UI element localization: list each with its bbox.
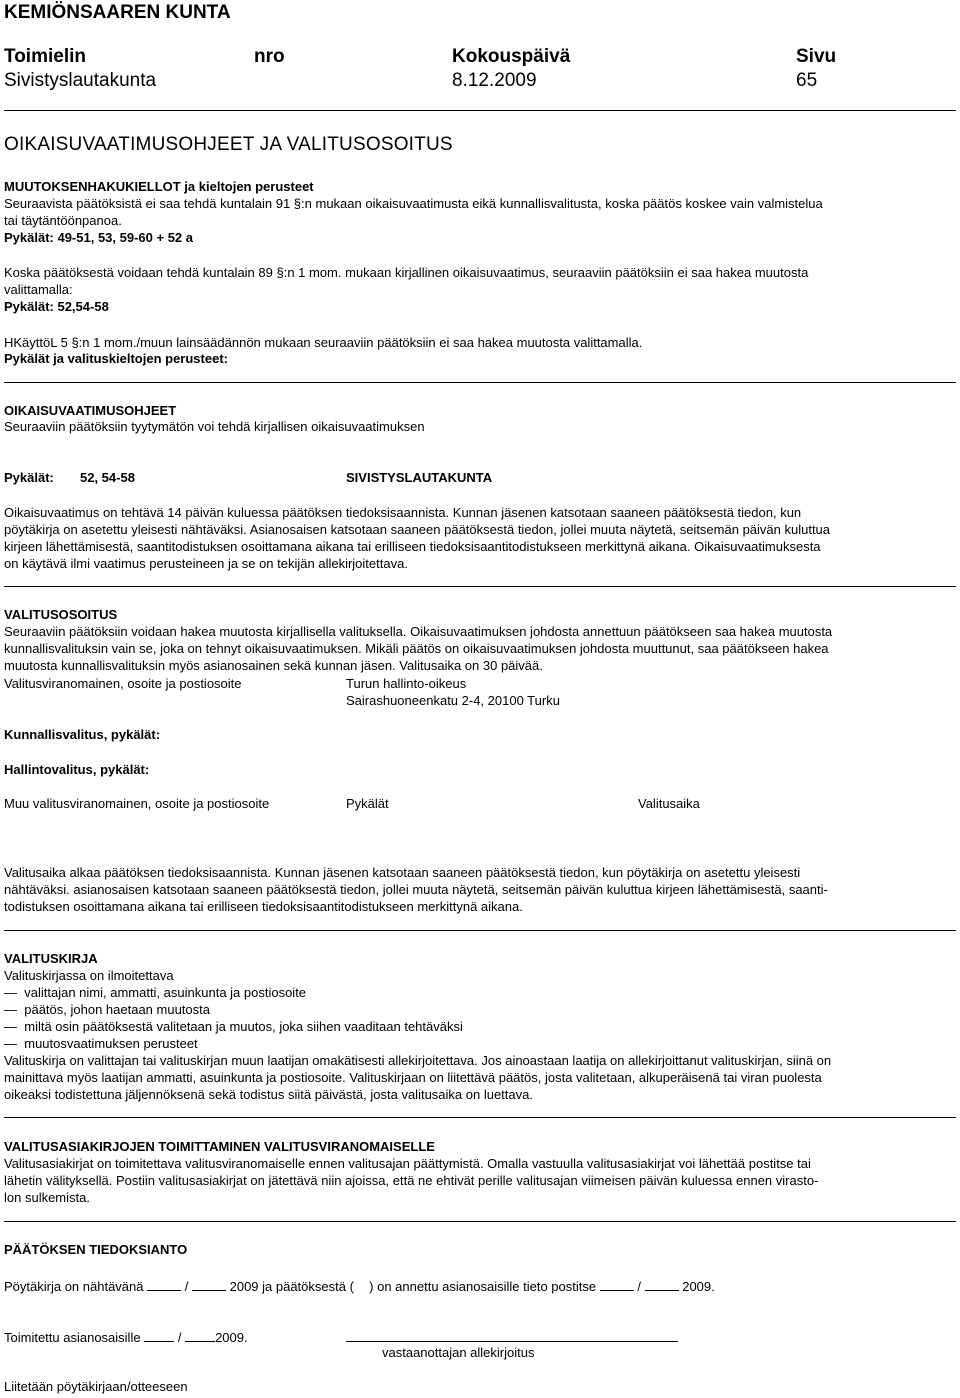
header-date-value: 8.12.2009 <box>452 70 537 91</box>
other-pykalat-label: Pykälät <box>346 796 389 811</box>
paragraph-line: on käytävä ilmi vaatimus perusteineen ja se on tekijän allekirjoitettava. <box>4 556 408 571</box>
pykalat-value: 52, 54-58 <box>80 470 135 485</box>
dash-bullet: — <box>4 1002 25 1017</box>
paragraph-line: Seuraavista päätöksistä ei saa tehdä kuntalain 91 §:n mukaan oikaisuvaatimusta eikä kunnallisvalitusta, koska päätös koskee vain valmistelua <box>4 196 823 211</box>
divider <box>4 930 956 931</box>
paragraph-line: valittamalla: <box>4 282 73 297</box>
signature-label: vastaanottajan allekirjoitus <box>382 1345 535 1360</box>
dash-bullet: — <box>4 1036 25 1051</box>
appeal-authority-address: Sairashuoneenkatu 2-4, 20100 Turku <box>346 693 560 708</box>
list-item: — muutosvaatimuksen perusteet <box>4 1036 198 1051</box>
paragraph-line: lon sulkemista. <box>4 1190 90 1205</box>
list-item: — miltä osin päätöksestä valitetaan ja muutos, joka siihen vaaditaan tehtäväksi <box>4 1019 463 1034</box>
kunnallisvalitus-label: Kunnallisvalitus, pykälät: <box>4 727 161 742</box>
section-heading-valitusosoitus: VALITUSOSOITUS <box>4 607 118 622</box>
pykalat-line: Pykälät: 49-51, 53, 59-60 + 52 a <box>4 230 193 245</box>
paragraph-line: Seuraaviin päätöksiin voidaan hakea muutosta kirjallisella valituksella. Oikaisuvaatimuksen johdosta annettuun päätökseen saa hakea muutosta <box>4 624 833 639</box>
day-blank[interactable] <box>600 1276 634 1291</box>
divider <box>4 110 956 111</box>
paragraph-line: mainittava myös laatijan ammatti, asuinkunta ja postiosoite. Valituskirjaan on liitettävä päätös, josta valitetaan, alkuperäisenä tai viran puolesta <box>4 1070 822 1085</box>
paragraph-line: tai täytäntöönpanoa. <box>4 213 122 228</box>
paragraph-line: Oikaisuvaatimus on tehtävä 14 päivän kuluessa päätöksen tiedoksisaannista. Kunnan jäsenen katsotaan saaneen päätöksestä tiedon, kun <box>4 505 802 520</box>
paragraph-line: pöytäkirja on asetettu yleisesti nähtäväksi. Asianosaisen katsotaan saaneen päätöksestä tiedon, jollei muuta näytetä, seitsemän päivän kuluttua <box>4 522 831 537</box>
notice-line: Pöytäkirja on nähtävänä / 2009 ja päätöksestä ( ) on annettu asianosaisille tieto postitse / 2009. <box>4 1276 954 1295</box>
sent-line: Toimitettu asianosaisille / 2009. <box>4 1327 248 1346</box>
paragraph-line: Valituskirjassa on ilmoitettava <box>4 968 174 983</box>
hallintovalitus-label: Hallintovalitus, pykälät: <box>4 762 150 777</box>
month-blank[interactable] <box>192 1276 226 1291</box>
section-heading-oikaisuvaatimus: OIKAISUVAATIMUSOHJEET <box>4 403 177 418</box>
footer-note: Liitetään pöytäkirjaan/otteeseen <box>4 1379 188 1394</box>
appeal-authority-name: Turun hallinto-oikeus <box>346 676 467 691</box>
header-body-label: Toimielin <box>4 46 86 67</box>
list-item: — päätös, johon haetaan muutosta <box>4 1002 210 1017</box>
month-blank[interactable] <box>185 1327 215 1342</box>
pykalat-line: Pykälät: 52,54-58 <box>4 299 109 314</box>
divider <box>4 382 956 383</box>
header-body-value: Sivistyslautakunta <box>4 70 157 91</box>
paragraph-line: oikeaksi todistettuna jäljennöksenä sekä todistus siitä päivästä, josta valitusaika on luettava. <box>4 1087 533 1102</box>
signature-line[interactable] <box>346 1341 678 1342</box>
paragraph-line: Seuraaviin päätöksiin tyytymätön voi tehdä kirjallisen oikaisuvaatimuksen <box>4 419 425 434</box>
pykalat-line: Pykälät ja valituskieltojen perusteet: <box>4 351 228 366</box>
header-page-label: Sivu <box>796 46 837 67</box>
divider <box>4 586 956 587</box>
day-blank[interactable] <box>147 1276 181 1291</box>
paragraph-line: Valitusasiakirjat on toimitettava valitusviranomaiselle ennen valitusajan päättymistä. Omalla vastuulla valitusasiakirjat voi lähettää postitse tai <box>4 1156 811 1171</box>
dash-bullet: — <box>4 1019 25 1034</box>
divider <box>4 1117 956 1118</box>
paragraph-line: todistuksen osoittamana aikana tai erilliseen tiedoksisaantitodistukseen merkittynä aikana. <box>4 899 523 914</box>
section-heading-valituskirja: VALITUSKIRJA <box>4 951 98 966</box>
paragraph-line: kirjeen lähettämisestä, saantitodistuksen osoittamana aikana tai erilliseen tiedoksisaantitodistukseen merkittynä aikana. Oikaisuvaatimuksesta <box>4 539 821 554</box>
month-blank[interactable] <box>645 1276 679 1291</box>
authority-name: SIVISTYSLAUTAKUNTA <box>346 470 493 485</box>
paragraph-line: Valituskirja on valittajan tai valituskirjan muun laatijan omakätisesti allekirjoitettava. Jos ainoastaan laatija on allekirjoittanut valituskirjan, siinä on <box>4 1053 832 1068</box>
dash-bullet: — <box>4 985 25 1000</box>
header-date-label: Kokouspäivä <box>452 46 571 67</box>
list-item: — valittajan nimi, ammatti, asuinkunta ja postiosoite <box>4 985 307 1000</box>
section-heading-toimittaminen: VALITUSASIAKIRJOJEN TOIMITTAMINEN VALITUSVIRANOMAISELLE <box>4 1139 435 1154</box>
other-valitusaika-label: Valitusaika <box>638 796 700 811</box>
municipality-name: KEMIÖNSAAREN KUNTA <box>4 2 231 23</box>
section-heading-tiedoksianto: PÄÄTÖKSEN TIEDOKSIANTO <box>4 1242 188 1257</box>
paragraph-line: nähtäväksi. asianosaisen katsotaan saaneen päätöksestä tiedon, jollei muuta näytetä, seitsemän päivän kuluttua kirjeen lähettämisestä, saanti- <box>4 882 828 897</box>
paragraph-line: Valitusaika alkaa päätöksen tiedoksisaannista. Kunnan jäsenen katsotaan saaneen päätöksestä tiedon, kun pöytäkirja on asetettu yleisesti <box>4 865 801 880</box>
day-blank[interactable] <box>144 1327 174 1342</box>
header-page-value: 65 <box>796 70 818 91</box>
other-authority-label: Muu valitusviranomainen, osoite ja postiosoite <box>4 796 270 811</box>
paragraph-line: kunnallisvalituksin vain se, joka on tehnyt oikaisuvaatimuksen. Mikäli päätös on oikaisuvaatimuksen johdosta muuttunut, saa päätökseen hakea <box>4 641 829 656</box>
section-heading-muutoksenhakukiellot: MUUTOKSENHAKUKIELLOT ja kieltojen perusteet <box>4 179 314 194</box>
page-title: OIKAISUVAATIMUSOHJEET JA VALITUSOSOITUS <box>4 134 453 155</box>
authority-label: Valitusviranomainen, osoite ja postiosoite <box>4 676 242 691</box>
paragraph-line: Koska päätöksestä voidaan tehdä kuntalain 89 §:n 1 mom. mukaan kirjallinen oikaisuvaatimus, seuraaviin päätöksiin ei saa hakea muutosta <box>4 265 809 280</box>
paragraph-line: HKäyttöL 5 §:n 1 mom./muun lainsäädännön mukaan seuraaviin päätöksiin ei saa hakea muutosta valittamalla. <box>4 335 643 350</box>
pykalat-label: Pykälät: <box>4 470 54 485</box>
header-nro-label: nro <box>254 46 285 67</box>
divider <box>4 1221 956 1222</box>
paragraph-line: muutosta kunnallisvalituksin myös asianosainen sekä kunnan jäsen. Valitusaika on 30 päivää. <box>4 658 543 673</box>
paragraph-line: lähetin välityksellä. Postiin valitusasiakirjat on jätettävä niin ajoissa, että ne ehtivät perille valitusajan viimeisen päivän kuluessa ennen virasto- <box>4 1173 819 1188</box>
